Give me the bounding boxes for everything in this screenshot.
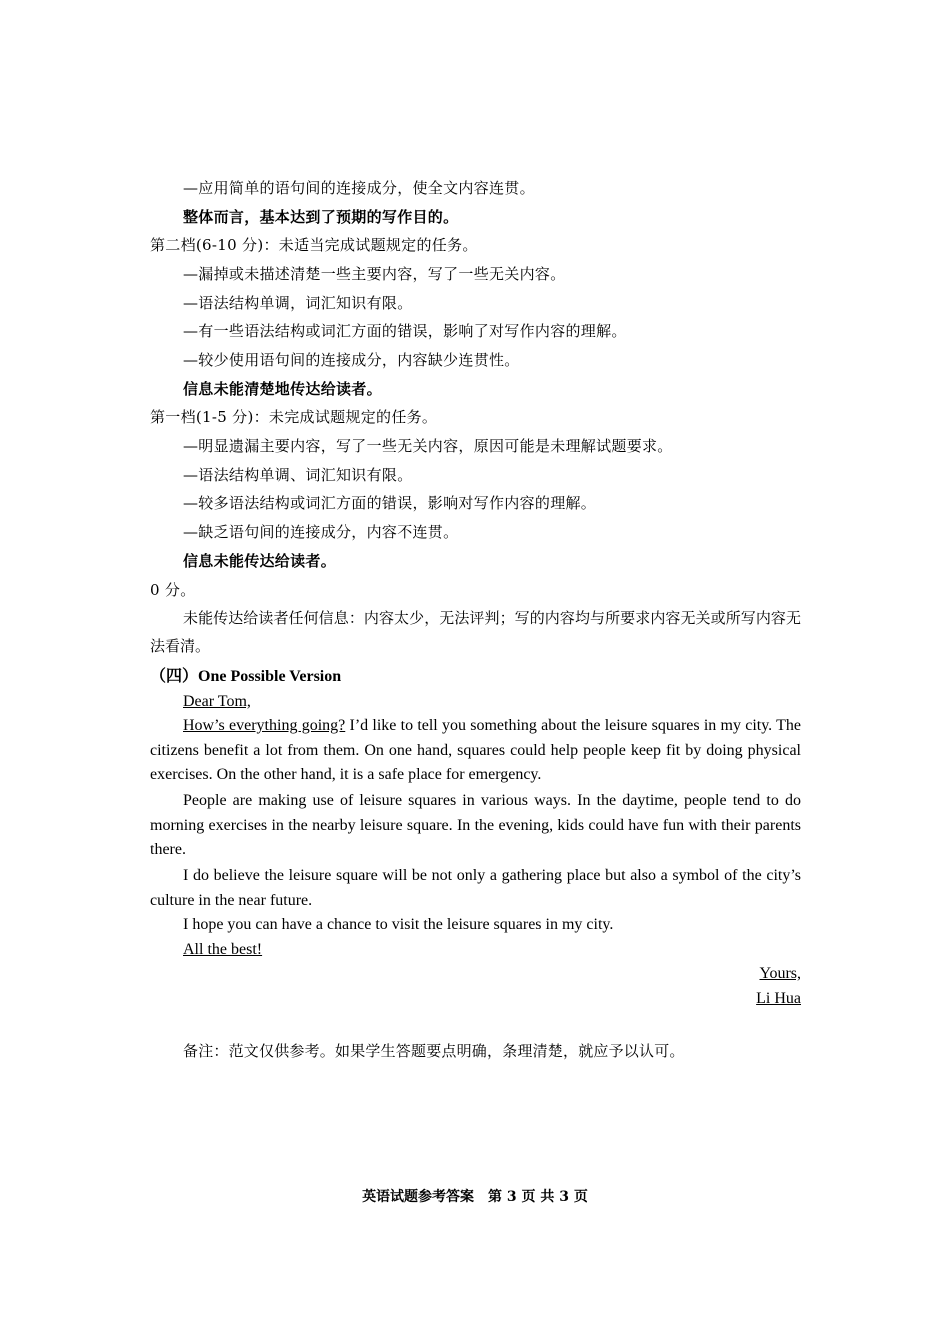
page-footer: 英语试题参考答案 第 3 页 共 3 页 bbox=[362, 1189, 588, 1205]
tier2-item: —漏掉或未描述清楚一些主要内容，写了一些无关内容。 bbox=[183, 265, 566, 283]
tier3-item-coherence: —应用简单的语句间的连接成分，使全文内容连贯。 bbox=[183, 179, 535, 197]
tier3-summary: 整体而言，基本达到了预期的写作目的。 bbox=[183, 208, 459, 226]
tier1-item: —明显遗漏主要内容，写了一些无关内容，原因可能是未理解试题要求。 bbox=[183, 437, 673, 455]
letter-paragraph-2: People are making use of leisure squares in various ways. In the daytime, people tend to do morning exercises in the nearby leisure square. In the evening, kids could have fun with their parents there. bbox=[150, 792, 801, 858]
tier2-item: —语法结构单调，词汇知识有限。 bbox=[183, 294, 413, 312]
tier2-summary: 信息未能清楚地传达给读者。 bbox=[183, 380, 382, 398]
letter-signoff: Yours, bbox=[759, 965, 801, 982]
tier2-item: —较少使用语句间的连接成分，内容缺少连贯性。 bbox=[183, 351, 520, 369]
sample-heading: （四）One Possible Version bbox=[150, 668, 342, 685]
tier1-item: —缺乏语句间的连接成分，内容不连贯。 bbox=[183, 523, 459, 541]
tier2-item: —有一些语法结构或词汇方面的错误，影响了对写作内容的理解。 bbox=[183, 322, 627, 340]
letter-closing: All the best! bbox=[183, 941, 263, 958]
tier1-heading: 第一档(1-5 分)：未完成试题规定的任务。 bbox=[150, 408, 438, 426]
letter-paragraph-3: I do believe the leisure square will be not only a gathering place but also a symbol of the city’s culture in the near future. bbox=[150, 867, 801, 909]
tier1-item: —较多语法结构或词汇方面的错误，影响对写作内容的理解。 bbox=[183, 494, 597, 512]
tier2-heading: 第二档(6-10 分)：未适当完成试题规定的任务。 bbox=[150, 236, 478, 254]
letter-salutation: Dear Tom, bbox=[183, 693, 251, 710]
tier1-item: —语法结构单调、词汇知识有限。 bbox=[183, 466, 413, 484]
tier1-summary: 信息未能传达给读者。 bbox=[183, 552, 337, 570]
letter-paragraph-1 bbox=[150, 714, 801, 788]
paragraph-1-text: I’d like to tell you something about the leisure squares in my city. The citizens benefit a lot from them. On one hand, squares could help people keep fit by doing physical exercises. On the other hand, it is a safe place for emergency. bbox=[150, 717, 802, 783]
tier0-heading: 0 分。 bbox=[150, 581, 196, 599]
letter-paragraph-4: I hope you can have a chance to visit the leisure squares in my city. bbox=[183, 916, 614, 933]
opening-question: How’s everything going? bbox=[183, 717, 346, 734]
tier0-text: 未能传达给读者任何信息：内容太少，无法评判；写的内容均与所要求内容无关或所写内容无法看清。 bbox=[150, 609, 801, 655]
letter-signature: Li Hua bbox=[756, 990, 801, 1007]
remark-note: 备注：范文仅供参考。如果学生答题要点明确，条理清楚，就应予以认可。 bbox=[183, 1042, 685, 1060]
